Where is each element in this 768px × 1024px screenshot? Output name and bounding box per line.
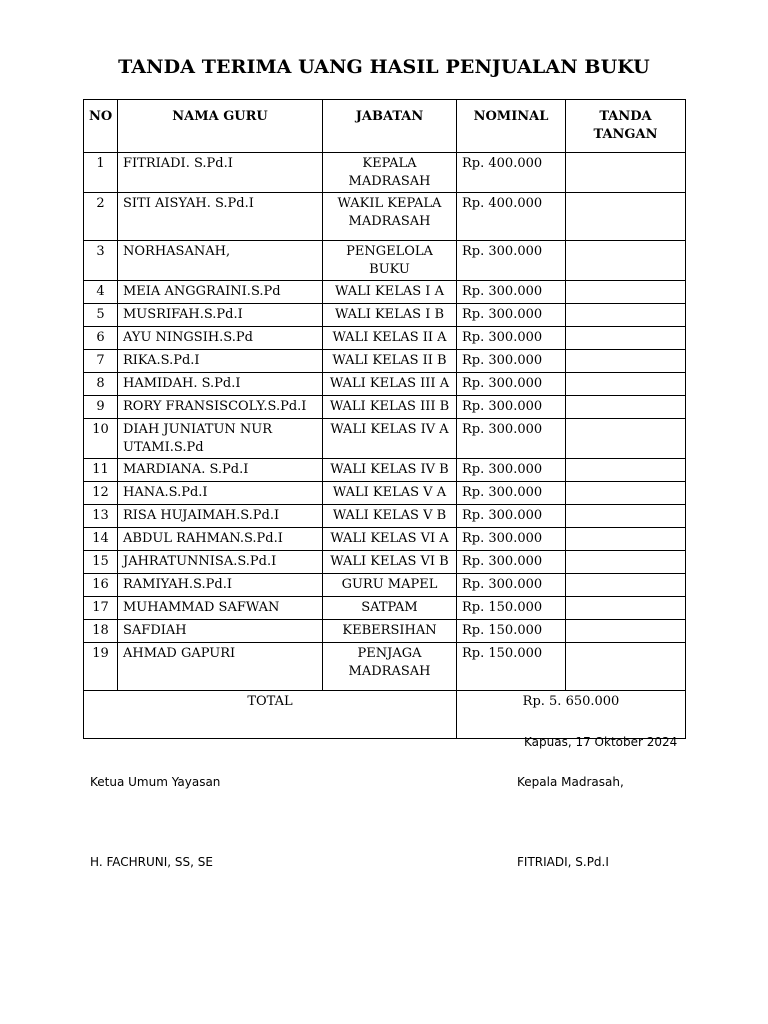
position: PENGELOLA BUKU [323,241,457,281]
amount: Rp. 300.000 [457,327,566,350]
position: WALI KELAS IV A [323,419,457,459]
signature-cell [566,327,686,350]
column-header-tanda-tangan: TANDA TANGAN [566,100,686,153]
column-header-nominal: NOMINAL [457,100,566,153]
position: WAKIL KEPALA MADRASAH [323,193,457,241]
amount: Rp. 400.000 [457,153,566,193]
position: WALI KELAS IV B [323,459,457,482]
teacher-name: SAFDIAH [118,620,323,643]
signature-cell [566,551,686,574]
position: SATPAM [323,597,457,620]
row-number: 7 [84,350,118,373]
signature-cell [566,528,686,551]
teacher-name: HAMIDAH. S.Pd.I [118,373,323,396]
row-number: 16 [84,574,118,597]
teacher-name: DIAH JUNIATUN NUR UTAMI.S.Pd [118,419,323,459]
amount: Rp. 150.000 [457,643,566,691]
amount: Rp. 300.000 [457,482,566,505]
teacher-name: MEIA ANGGRAINI.S.Pd [118,281,323,304]
row-number: 8 [84,373,118,396]
position: WALI KELAS I A [323,281,457,304]
signature-cell [566,620,686,643]
signature-cell [566,193,686,241]
table-row [84,551,686,574]
row-number: 6 [84,327,118,350]
amount: Rp. 300.000 [457,419,566,459]
table-body [84,153,686,691]
teacher-name: RIKA.S.Pd.I [118,350,323,373]
position: KEBERSIHAN [323,620,457,643]
total-value: Rp. 5. 650.000 [457,691,686,739]
column-header-jabatan: JABATAN [323,100,457,153]
row-number: 18 [84,620,118,643]
amount: Rp. 300.000 [457,459,566,482]
table-row [84,327,686,350]
position: KEPALA MADRASAH [323,153,457,193]
table-row [84,574,686,597]
table-row [84,241,686,281]
row-number: 9 [84,396,118,419]
signature-cell [566,153,686,193]
signature-cell [566,304,686,327]
teacher-name: FITRIADI. S.Pd.I [118,153,323,193]
right-signatory-role: Kepala Madrasah, [517,775,624,789]
amount: Rp. 300.000 [457,574,566,597]
table-row [84,396,686,419]
amount: Rp. 300.000 [457,373,566,396]
row-number: 15 [84,551,118,574]
signature-cell [566,597,686,620]
table-row [84,505,686,528]
signature-cell [566,241,686,281]
amount: Rp. 300.000 [457,304,566,327]
signature-cell [566,396,686,419]
row-number: 19 [84,643,118,691]
amount: Rp. 150.000 [457,620,566,643]
table-row [84,597,686,620]
amount: Rp. 300.000 [457,551,566,574]
row-number: 12 [84,482,118,505]
teacher-name: RAMIYAH.S.Pd.I [118,574,323,597]
teacher-name: JAHRATUNNISA.S.Pd.I [118,551,323,574]
teacher-name: AHMAD GAPURI [118,643,323,691]
table-row [84,459,686,482]
row-number: 5 [84,304,118,327]
table-row [84,643,686,691]
teacher-name: NORHASANAH, [118,241,323,281]
teacher-name: MUSRIFAH.S.Pd.I [118,304,323,327]
signature-cell [566,459,686,482]
row-number: 14 [84,528,118,551]
teacher-name: AYU NINGSIH.S.Pd [118,327,323,350]
column-header-no: NO [84,100,118,153]
position: WALI KELAS VI A [323,528,457,551]
table-row [84,350,686,373]
receipt-table [83,99,686,739]
position: PENJAGA MADRASAH [323,643,457,691]
position: WALI KELAS II A [323,327,457,350]
table-row [84,193,686,241]
table-row [84,304,686,327]
signature-cell [566,350,686,373]
row-number: 1 [84,153,118,193]
row-number: 4 [84,281,118,304]
table-header-row [84,100,686,153]
row-number: 17 [84,597,118,620]
signature-cell [566,281,686,304]
amount: Rp. 300.000 [457,528,566,551]
amount: Rp. 300.000 [457,350,566,373]
table-row [84,419,686,459]
left-signatory-role: Ketua Umum Yayasan [90,775,221,789]
row-number: 10 [84,419,118,459]
position: WALI KELAS V B [323,505,457,528]
teacher-name: MUHAMMAD SAFWAN [118,597,323,620]
total-row [84,691,686,739]
amount: Rp. 400.000 [457,193,566,241]
table-row [84,620,686,643]
table-row [84,528,686,551]
position: WALI KELAS VI B [323,551,457,574]
document-title: TANDA TERIMA UANG HASIL PENJUALAN BUKU [118,56,650,78]
table-row [84,373,686,396]
amount: Rp. 300.000 [457,505,566,528]
table-row [84,281,686,304]
signature-cell [566,373,686,396]
amount: Rp. 300.000 [457,281,566,304]
teacher-name: SITI AISYAH. S.Pd.I [118,193,323,241]
row-number: 13 [84,505,118,528]
position: WALI KELAS II B [323,350,457,373]
teacher-name: MARDIANA. S.Pd.I [118,459,323,482]
row-number: 11 [84,459,118,482]
signature-cell [566,643,686,691]
left-signatory-name: H. FACHRUNI, SS, SE [90,855,213,869]
position: WALI KELAS III A [323,373,457,396]
table-row [84,153,686,193]
place-date: Kapuas, 17 Oktober 2024 [524,735,678,749]
position: WALI KELAS V A [323,482,457,505]
teacher-name: RORY FRANSISCOLY.S.Pd.I [118,396,323,419]
column-header-nama-guru: NAMA GURU [118,100,323,153]
amount: Rp. 300.000 [457,396,566,419]
signature-cell [566,574,686,597]
position: WALI KELAS I B [323,304,457,327]
signature-cell [566,419,686,459]
position: GURU MAPEL [323,574,457,597]
row-number: 2 [84,193,118,241]
right-signatory-name: FITRIADI, S.Pd.I [517,855,609,869]
row-number: 3 [84,241,118,281]
signature-cell [566,505,686,528]
total-label: TOTAL [84,691,457,739]
signature-cell [566,482,686,505]
amount: Rp. 150.000 [457,597,566,620]
table-row [84,482,686,505]
amount: Rp. 300.000 [457,241,566,281]
position: WALI KELAS III B [323,396,457,419]
teacher-name: ABDUL RAHMAN.S.Pd.I [118,528,323,551]
teacher-name: HANA.S.Pd.I [118,482,323,505]
teacher-name: RISA HUJAIMAH.S.Pd.I [118,505,323,528]
